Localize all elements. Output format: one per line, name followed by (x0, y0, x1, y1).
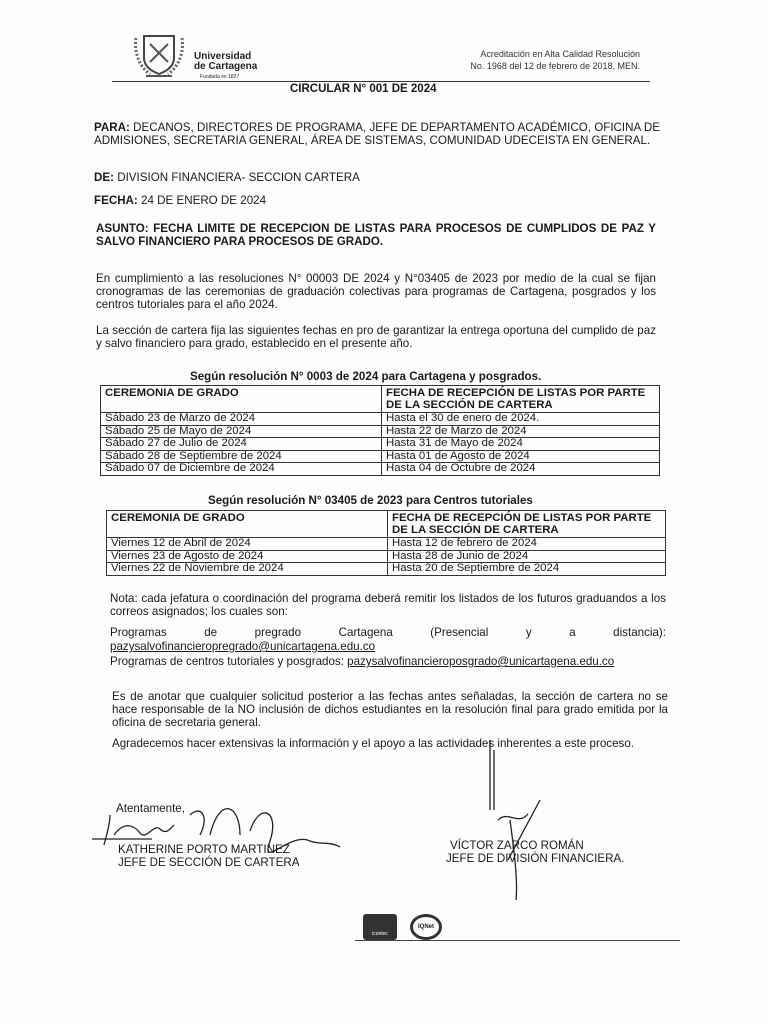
email2-label: Programas de centros tutoriales y posgrados: (110, 655, 344, 668)
table-row (101, 425, 660, 438)
table-row (101, 463, 660, 476)
iqnet-certification-logo (410, 914, 442, 940)
paragraph-dates-intro: La sección de cartera fija las siguientes fechas en pro de garantizar la entrega oportuna del cumplido de paz y salvo financiero para grado, establecido en el presente año. (96, 324, 656, 350)
ceremony-date: Sábado 27 de Julio de 2024 (101, 438, 382, 451)
icontec-certification-logo (363, 914, 397, 940)
ceremony-date: Viernes 22 de Noviembre de 2024 (107, 563, 388, 576)
table-cartagena-posgrados (100, 385, 660, 476)
table-header-row (101, 386, 660, 413)
institution-name (194, 52, 257, 82)
iqnet-label: IQNet (417, 924, 434, 930)
table-row (107, 550, 666, 563)
deadline-date: Hasta 01 de Agosto de 2024 (382, 450, 660, 463)
ceremony-date: Viernes 12 de Abril de 2024 (107, 538, 388, 551)
email-posgrado-link[interactable]: pazysalvofinancieroposgrado@unicartagena.edu.co (347, 655, 615, 668)
paragraph-disclaimer: Es de anotar que cualquier solicitud posterior a las fechas antes señaladas, la sección de cartera no se hace responsable de la NO inclusión de dichos estudiantes en la resolución final para grado emitida por la oficina de secretaria general. (112, 690, 668, 729)
email-pregrado-link[interactable]: pazysalvofinancieropregrado@unicartagena.edu.co (110, 640, 376, 653)
para-label: PARA: (94, 121, 130, 134)
table1-caption: Según resolución N° 0003 de 2024 para Cartagena y posgrados. (190, 370, 542, 383)
closing: Atentamente, (116, 802, 185, 815)
table-centros-tutoriales (106, 510, 666, 576)
institution-line1: Universidad (194, 51, 252, 62)
header-ceremonia: CEREMONIA DE GRADO (101, 386, 382, 413)
university-crest-logo (132, 30, 186, 80)
accreditation-text (470, 48, 640, 72)
deadline-date: Hasta 04 de Octubre de 2024 (382, 463, 660, 476)
signer2-name: VÍCTOR ZARCO ROMÁN (450, 839, 584, 852)
email1-label: Programas de pregrado Cartagena (Presencial y a distancia): (110, 626, 666, 639)
founded-text: Fundada en 1827 (200, 74, 240, 80)
signer1-role: JEFE DE SECCIÓN DE CARTERA (118, 856, 300, 869)
para-value: DECANOS, DIRECTORES DE PROGRAMA, JEFE DE DEPARTAMENTO ACADÉMICO, OFICINA DE ADMISIONES, SECRETARIA GENERAL, ÁREA DE SISTEMAS, COMUNIDAD UDECEISTA EN GENERAL. (94, 121, 660, 147)
circular-title: CIRCULAR N° 001 DE 2024 (290, 83, 437, 95)
fecha-value: 24 DE ENERO DE 2024 (141, 194, 267, 207)
email2-line (110, 655, 614, 668)
institution-line2: de Cartagena (194, 61, 258, 72)
fecha-label: FECHA: (94, 194, 138, 207)
header-fecha-recepcion: FECHA DE RECEPCIÓN DE LISTAS POR PARTE DE LA SECCIÓN DE CARTERA (382, 386, 660, 413)
table-header-row (107, 511, 666, 538)
ceremony-date: Sábado 25 de Mayo de 2024 (101, 425, 382, 438)
table-row (107, 563, 666, 576)
table-row (101, 413, 660, 426)
footer-divider (355, 940, 680, 941)
paragraph-thanks: Agradecemos hacer extensivas la información y el apoyo a las actividades inherentes a este proceso. (112, 737, 635, 750)
deadline-date: Hasta 22 de Marzo de 2024 (382, 425, 660, 438)
asunto: ASUNTO: FECHA LIMITE DE RECEPCION DE LISTAS PARA PROCESOS DE CUMPLIDOS DE PAZ Y SALVO FINANCIERO PARA PROCESOS DE GRADO. (96, 222, 656, 248)
header-fecha-recepcion: FECHA DE RECEPCIÓN DE LISTAS POR PARTE DE LA SECCIÓN DE CARTERA (388, 511, 666, 538)
deadline-date: Hasta 31 de Mayo de 2024 (382, 438, 660, 451)
ceremony-date: Sábado 07 de Diciembre de 2024 (101, 463, 382, 476)
table-row (101, 438, 660, 451)
nota: Nota: cada jefatura o coordinación del programa deberá remitir los listados de los futuros graduandos a los correos asignados; los cuales son: (110, 592, 666, 618)
paragraph-resolutions: En cumplimiento a las resoluciones N° 00003 DE 2024 y N°03405 de 2023 por medio de la cual se fijan cronogramas de las ceremonias de graduación colectivas para programas de Cartagena, posgrados y los centros tutoriales para el año 2024. (96, 272, 656, 311)
signer1-name: KATHERINE PORTO MARTINEZ (118, 843, 290, 856)
table-row (107, 538, 666, 551)
deadline-date: Hasta 12 de febrero de 2024 (388, 538, 666, 551)
para-block (94, 121, 660, 147)
accreditation-line1: Acreditación en Alta Calidad Resolución (480, 49, 640, 59)
signature-victor (480, 740, 560, 905)
icontec-label: icontec (372, 931, 388, 937)
ceremony-date: Sábado 23 de Marzo de 2024 (101, 413, 382, 426)
deadline-date: Hasta 20 de Septiembre de 2024 (388, 563, 666, 576)
de-label: DE: (94, 171, 114, 184)
ceremony-date: Sábado 28 de Septiembre de 2024 (101, 450, 382, 463)
accreditation-line2: No. 1968 del 12 de febrero de 2018, MEN. (470, 61, 640, 71)
signer2-role: JEFE DE DIVISIÓN FINANCIERA. (446, 852, 625, 865)
header-ceremonia: CEREMONIA DE GRADO (107, 511, 388, 538)
deadline-date: Hasta el 30 de enero de 2024. (382, 413, 660, 426)
fecha-block (94, 194, 266, 207)
header-divider (112, 81, 650, 82)
table2-caption: Según resolución N° 03405 de 2023 para Centros tutoriales (208, 494, 533, 507)
deadline-date: Hasta 28 de Junio de 2024 (388, 550, 666, 563)
table-row (101, 450, 660, 463)
de-block (94, 171, 360, 184)
de-value: DIVISION FINANCIERA- SECCION CARTERA (117, 171, 360, 184)
ceremony-date: Viernes 23 de Agosto de 2024 (107, 550, 388, 563)
